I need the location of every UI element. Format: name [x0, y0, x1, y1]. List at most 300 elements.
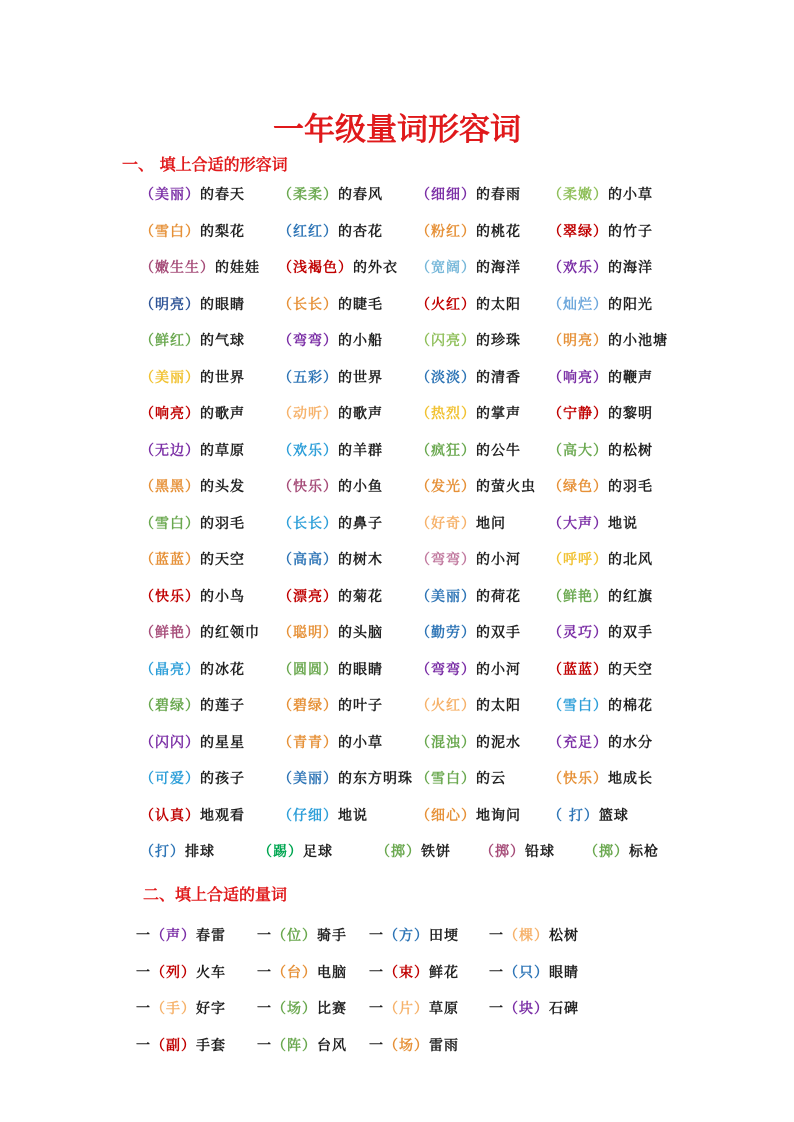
phrase-noun: 篮球	[598, 807, 629, 824]
phrase-noun: 的娃娃	[215, 260, 260, 276]
adjective-phrase	[416, 476, 536, 496]
phrase-noun: 的小河	[476, 552, 521, 568]
numeral-one: 一	[257, 964, 272, 981]
adjective-answer: 柔嫩	[563, 187, 593, 203]
adjective-phrase	[416, 440, 521, 460]
bracket-close: ）	[461, 661, 476, 678]
phrase-noun: 地说	[608, 515, 638, 532]
adjective-answer: 无边	[155, 442, 185, 459]
bracket-open: （	[384, 964, 399, 981]
phrase-noun: 的歌声	[200, 406, 245, 422]
bracket-close: ）	[181, 964, 196, 981]
adjective-phrase	[140, 440, 245, 460]
adjective-phrase	[278, 403, 383, 423]
adjective-phrase	[278, 367, 383, 387]
phrase-noun: 的世界	[338, 369, 383, 386]
adjective-phrase	[480, 841, 555, 861]
measure-word-answer: 方	[399, 928, 414, 944]
bracket-close: ）	[414, 1001, 429, 1017]
phrase-noun: 松树	[549, 928, 579, 944]
bracket-close: ）	[200, 260, 215, 276]
adjective-answer: 打	[155, 844, 170, 860]
bracket-close: ）	[461, 260, 476, 276]
adjective-answer: 柔柔	[293, 187, 323, 203]
bracket-close: ）	[302, 964, 317, 981]
phrase-noun: 铁饼	[421, 844, 451, 860]
bracket-open: （	[140, 187, 155, 203]
measure-word-phrase	[257, 998, 347, 1018]
bracket-close: ）	[461, 296, 476, 313]
phrase-noun: 的冰花	[200, 661, 245, 678]
phrase-noun: 的东方明珠	[338, 771, 413, 787]
bracket-close: ）	[323, 661, 338, 678]
adjective-phrase	[278, 586, 383, 606]
bracket-open: （	[272, 1037, 287, 1054]
adjective-answer: 碧绿	[293, 698, 323, 714]
adjective-phrase	[548, 659, 653, 679]
bracket-open: （	[416, 771, 431, 787]
page-title: 一年级量词形容词	[273, 112, 521, 148]
bracket-close: ）	[461, 223, 476, 240]
bracket-open: （	[416, 260, 431, 276]
bracket-close: ）	[181, 1001, 196, 1017]
measure-word-phrase	[136, 998, 226, 1018]
adjective-phrase	[140, 257, 260, 277]
phrase-noun: 的鞭声	[608, 369, 653, 386]
bracket-open: （	[278, 552, 293, 568]
numeral-one: 一	[489, 928, 504, 944]
adjective-answer: 闪亮	[431, 333, 461, 349]
adjective-phrase	[416, 513, 506, 533]
adjective-phrase	[416, 586, 521, 606]
adjective-answer: 仔细	[293, 807, 323, 824]
adjective-answer: 长长	[293, 515, 323, 532]
bracket-open: （	[416, 515, 431, 532]
numeral-one: 一	[257, 928, 272, 944]
bracket-close: ）	[185, 296, 200, 313]
bracket-open: （	[140, 661, 155, 678]
adjective-phrase	[416, 549, 521, 569]
bracket-open: （	[140, 260, 155, 276]
adjective-answer: 响亮	[155, 406, 185, 422]
bracket-open: （	[140, 588, 155, 605]
measure-word-phrase	[257, 962, 347, 982]
adjective-phrase	[548, 184, 653, 204]
adjective-answer: 五彩	[293, 369, 323, 386]
adjective-answer: 细细	[431, 187, 461, 203]
bracket-open: （	[278, 479, 293, 495]
bracket-open: （	[278, 734, 293, 751]
phrase-noun: 的歌声	[338, 406, 383, 422]
adjective-answer: 快乐	[563, 771, 593, 787]
measure-word-answer: 列	[166, 964, 181, 981]
bracket-close: ）	[185, 698, 200, 714]
phrase-noun: 的太阳	[476, 296, 521, 313]
adjective-phrase	[548, 695, 653, 715]
bracket-close: ）	[323, 771, 338, 787]
bracket-open: （	[548, 223, 563, 240]
adjective-answer: 鲜艳	[563, 588, 593, 605]
adjective-answer: 鲜艳	[155, 625, 185, 641]
adjective-phrase	[140, 476, 245, 496]
measure-word-answer: 棵	[519, 928, 534, 944]
measure-word-phrase	[136, 1035, 226, 1055]
phrase-noun: 的菊花	[338, 588, 383, 605]
adjective-phrase	[416, 330, 521, 350]
adjective-phrase	[416, 367, 521, 387]
bracket-close: ）	[461, 698, 476, 714]
measure-word-answer: 场	[287, 1001, 302, 1017]
bracket-open: （	[548, 734, 563, 751]
numeral-one: 一	[489, 1001, 504, 1017]
adjective-phrase	[548, 257, 653, 277]
measure-word-answer: 场	[399, 1037, 414, 1054]
adjective-answer: 雪白	[155, 223, 185, 240]
measure-word-phrase	[257, 925, 347, 945]
phrase-noun: 的云	[476, 771, 506, 787]
bracket-open: （	[548, 807, 563, 824]
bracket-close: ）	[323, 369, 338, 386]
bracket-close: ）	[593, 369, 608, 386]
bracket-close: ）	[185, 625, 200, 641]
bracket-close: ）	[323, 734, 338, 751]
bracket-open: （	[278, 406, 293, 422]
bracket-open: （	[548, 187, 563, 203]
bracket-open: （	[504, 1001, 519, 1017]
phrase-noun: 台风	[317, 1037, 347, 1054]
bracket-close: ）	[461, 552, 476, 568]
bracket-open: （	[278, 771, 293, 787]
phrase-noun: 的羊群	[338, 442, 383, 459]
adjective-phrase	[140, 403, 245, 423]
bracket-open: （	[140, 223, 155, 240]
bracket-open: （	[272, 1001, 287, 1017]
bracket-open: （	[278, 296, 293, 313]
adjective-phrase	[548, 221, 653, 241]
adjective-phrase	[548, 513, 638, 533]
phrase-noun: 的天空	[608, 661, 653, 678]
adjective-answer: 掷	[599, 844, 614, 860]
adjective-phrase	[278, 695, 383, 715]
bracket-close: ）	[461, 406, 476, 422]
phrase-noun: 的星星	[200, 734, 245, 751]
numeral-one: 一	[136, 1001, 151, 1017]
adjective-answer: 闪闪	[155, 734, 185, 751]
bracket-open: （	[258, 844, 273, 860]
measure-word-phrase	[489, 998, 579, 1018]
adjective-answer: 长长	[293, 296, 323, 313]
adjective-answer: 美丽	[155, 187, 185, 203]
bracket-open: （	[416, 333, 431, 349]
bracket-open: （	[140, 625, 155, 641]
bracket-close: ）	[593, 187, 608, 203]
adjective-answer: 美丽	[155, 369, 185, 386]
bracket-open: （	[504, 928, 519, 944]
bracket-close: ）	[461, 515, 476, 532]
bracket-close: ）	[461, 734, 476, 751]
section2-heading: 二、填上合适的量词	[143, 885, 288, 904]
bracket-open: （	[376, 844, 391, 860]
adjective-answer: 宽阔	[431, 260, 461, 276]
bracket-open: （	[140, 698, 155, 714]
phrase-noun: 的松树	[608, 442, 653, 459]
phrase-noun: 的荷花	[476, 588, 521, 605]
adjective-phrase	[140, 586, 245, 606]
bracket-open: （	[272, 964, 287, 981]
measure-word-phrase	[369, 1035, 459, 1055]
bracket-close: ）	[593, 223, 608, 240]
bracket-close: ）	[323, 296, 338, 313]
phrase-noun: 的春天	[200, 187, 245, 203]
adjective-phrase	[548, 294, 653, 314]
bracket-close: ）	[593, 515, 608, 532]
adjective-answer: 圆圆	[293, 661, 323, 678]
adjective-answer: 宁静	[563, 406, 593, 422]
bracket-close: ）	[323, 807, 338, 824]
adjective-phrase	[548, 732, 653, 752]
bracket-close: ）	[461, 479, 476, 495]
adjective-phrase	[416, 659, 521, 679]
bracket-close: ）	[185, 333, 200, 349]
phrase-noun: 的泥水	[476, 734, 521, 751]
numeral-one: 一	[136, 964, 151, 981]
adjective-phrase	[140, 221, 245, 241]
measure-word-answer: 束	[399, 964, 414, 981]
bracket-close: ）	[461, 187, 476, 203]
bracket-open: （	[548, 406, 563, 422]
bracket-open: （	[416, 406, 431, 422]
phrase-noun: 的小鸟	[200, 588, 245, 605]
phrase-noun: 好字	[196, 1001, 226, 1017]
bracket-close: ）	[593, 479, 608, 495]
bracket-open: （	[548, 260, 563, 276]
measure-word-phrase	[369, 998, 459, 1018]
phrase-noun: 的头脑	[338, 625, 383, 641]
measure-word-answer: 副	[166, 1037, 181, 1054]
bracket-close: ）	[302, 928, 317, 944]
bracket-open: （	[140, 844, 155, 860]
adjective-answer: 美丽	[431, 588, 461, 605]
phrase-noun: 的孩子	[200, 771, 245, 787]
phrase-noun: 的草原	[200, 442, 245, 459]
phrase-noun: 的头发	[200, 479, 245, 495]
adjective-phrase	[140, 330, 245, 350]
adjective-phrase	[416, 732, 521, 752]
measure-word-answer: 块	[519, 1001, 534, 1017]
bracket-close: ）	[185, 734, 200, 751]
bracket-close: ）	[323, 187, 338, 203]
bracket-close: ）	[461, 588, 476, 605]
adjective-answer: 明亮	[563, 333, 593, 349]
bracket-close: ）	[461, 369, 476, 386]
bracket-open: （	[151, 1001, 166, 1017]
bracket-close: ）	[323, 442, 338, 459]
adjective-phrase	[140, 695, 245, 715]
measure-word-answer: 位	[287, 928, 302, 944]
adjective-phrase	[416, 184, 521, 204]
bracket-open: （	[151, 1037, 166, 1054]
phrase-noun: 的红领巾	[200, 625, 260, 641]
bracket-open: （	[548, 588, 563, 605]
adjective-phrase	[416, 622, 521, 642]
adjective-answer: 灿烂	[563, 296, 593, 313]
bracket-close: ）	[414, 964, 429, 981]
bracket-open: （	[278, 661, 293, 678]
bracket-open: （	[416, 698, 431, 714]
bracket-open: （	[416, 479, 431, 495]
phrase-noun: 石碑	[549, 1001, 579, 1017]
bracket-open: （	[416, 187, 431, 203]
adjective-answer: 火红	[431, 698, 461, 714]
adjective-phrase	[140, 768, 245, 788]
bracket-open: （	[278, 442, 293, 459]
phrase-noun: 的双手	[608, 625, 653, 641]
bracket-open: （	[548, 479, 563, 495]
adjective-answer: 勤劳	[431, 625, 461, 641]
bracket-open: （	[416, 661, 431, 678]
bracket-close: ）	[593, 661, 608, 678]
adjective-phrase	[548, 403, 653, 423]
adjective-phrase	[376, 841, 451, 861]
phrase-noun: 的海洋	[476, 260, 521, 276]
bracket-close: ）	[323, 698, 338, 714]
bracket-open: （	[584, 844, 599, 860]
numeral-one: 一	[489, 964, 504, 981]
adjective-answer: 疯狂	[431, 442, 461, 459]
adjective-answer: 快乐	[293, 479, 323, 495]
bracket-close: ）	[323, 625, 338, 641]
adjective-answer: 打	[563, 807, 584, 824]
phrase-noun: 的鼻子	[338, 515, 383, 532]
adjective-answer: 响亮	[563, 369, 593, 386]
adjective-phrase	[278, 221, 383, 241]
bracket-close: ）	[593, 442, 608, 459]
measure-word-answer: 声	[166, 928, 181, 944]
measure-word-answer: 手	[166, 1001, 181, 1017]
bracket-open: （	[548, 771, 563, 787]
bracket-close: ）	[185, 661, 200, 678]
bracket-close: ）	[302, 1001, 317, 1017]
bracket-close: ）	[181, 1037, 196, 1054]
bracket-open: （	[480, 844, 495, 860]
adjective-phrase	[140, 294, 245, 314]
bracket-open: （	[140, 771, 155, 787]
bracket-close: ）	[593, 625, 608, 641]
bracket-close: ）	[593, 588, 608, 605]
phrase-noun: 的小草	[608, 187, 653, 203]
section1-heading: 一、 填上合适的形容词	[122, 155, 288, 174]
phrase-noun: 的黎明	[608, 406, 653, 422]
bracket-close: ）	[461, 333, 476, 349]
bracket-open: （	[140, 442, 155, 459]
bracket-close: ）	[181, 928, 196, 944]
adjective-answer: 雪白	[563, 698, 593, 714]
adjective-phrase	[416, 294, 521, 314]
adjective-phrase	[548, 549, 653, 569]
phrase-noun: 地问	[476, 515, 506, 532]
adjective-answer: 晶亮	[155, 661, 185, 678]
bracket-open: （	[278, 625, 293, 641]
adjective-phrase	[278, 513, 383, 533]
bracket-open: （	[278, 588, 293, 605]
phrase-noun: 的树木	[338, 552, 383, 568]
adjective-phrase	[258, 841, 333, 861]
adjective-phrase	[416, 695, 521, 715]
bracket-open: （	[384, 1001, 399, 1017]
bracket-open: （	[548, 333, 563, 349]
bracket-close: ）	[185, 807, 200, 824]
adjective-answer: 鲜红	[155, 333, 185, 349]
adjective-answer: 动听	[293, 406, 323, 422]
phrase-noun: 地询问	[476, 807, 521, 824]
phrase-noun: 的红旗	[608, 588, 653, 605]
adjective-answer: 欢乐	[563, 260, 593, 276]
measure-word-answer: 片	[399, 1001, 414, 1017]
adjective-answer: 高大	[563, 442, 593, 459]
adjective-phrase	[416, 768, 506, 788]
adjective-phrase	[140, 841, 215, 861]
phrase-noun: 的叶子	[338, 698, 383, 714]
bracket-close: ）	[323, 515, 338, 532]
phrase-noun: 鲜花	[429, 964, 459, 981]
bracket-open: （	[548, 625, 563, 641]
bracket-close: ）	[185, 369, 200, 386]
phrase-noun: 的海洋	[608, 260, 653, 276]
phrase-noun: 春雷	[196, 928, 226, 944]
phrase-noun: 的天空	[200, 552, 245, 568]
adjective-phrase	[584, 841, 659, 861]
bracket-close: ）	[170, 844, 185, 860]
phrase-noun: 的莲子	[200, 698, 245, 714]
measure-word-answer: 只	[519, 964, 534, 981]
adjective-answer: 明亮	[155, 296, 185, 313]
phrase-noun: 的羽毛	[200, 515, 245, 532]
adjective-answer: 蓝蓝	[155, 552, 185, 568]
bracket-close: ）	[406, 844, 421, 860]
bracket-open: （	[416, 442, 431, 459]
phrase-noun: 的小池塘	[608, 333, 668, 349]
adjective-answer: 弯弯	[431, 552, 461, 568]
phrase-noun: 的小鱼	[338, 479, 383, 495]
bracket-open: （	[140, 734, 155, 751]
adjective-answer: 可爱	[155, 771, 185, 787]
phrase-noun: 田埂	[429, 928, 459, 944]
bracket-close: ）	[323, 223, 338, 240]
measure-word-phrase	[369, 962, 459, 982]
adjective-phrase	[416, 221, 521, 241]
adjective-answer: 细心	[431, 807, 461, 824]
numeral-one: 一	[136, 1037, 151, 1054]
phrase-noun: 的羽毛	[608, 479, 653, 495]
phrase-noun: 排球	[185, 844, 215, 860]
bracket-close: ）	[185, 406, 200, 422]
phrase-noun: 火车	[196, 964, 226, 981]
phrase-noun: 的太阳	[476, 698, 521, 714]
adjective-phrase	[140, 184, 245, 204]
adjective-phrase	[416, 257, 521, 277]
adjective-phrase	[278, 257, 398, 277]
bracket-close: ）	[510, 844, 525, 860]
bracket-open: （	[278, 223, 293, 240]
bracket-open: （	[151, 928, 166, 944]
bracket-open: （	[140, 807, 155, 824]
adjective-phrase	[278, 440, 383, 460]
numeral-one: 一	[369, 1037, 384, 1054]
adjective-answer: 嫩生生	[155, 260, 200, 276]
bracket-close: ）	[583, 807, 599, 824]
phrase-noun: 的梨花	[200, 223, 245, 240]
adjective-phrase	[548, 330, 668, 350]
